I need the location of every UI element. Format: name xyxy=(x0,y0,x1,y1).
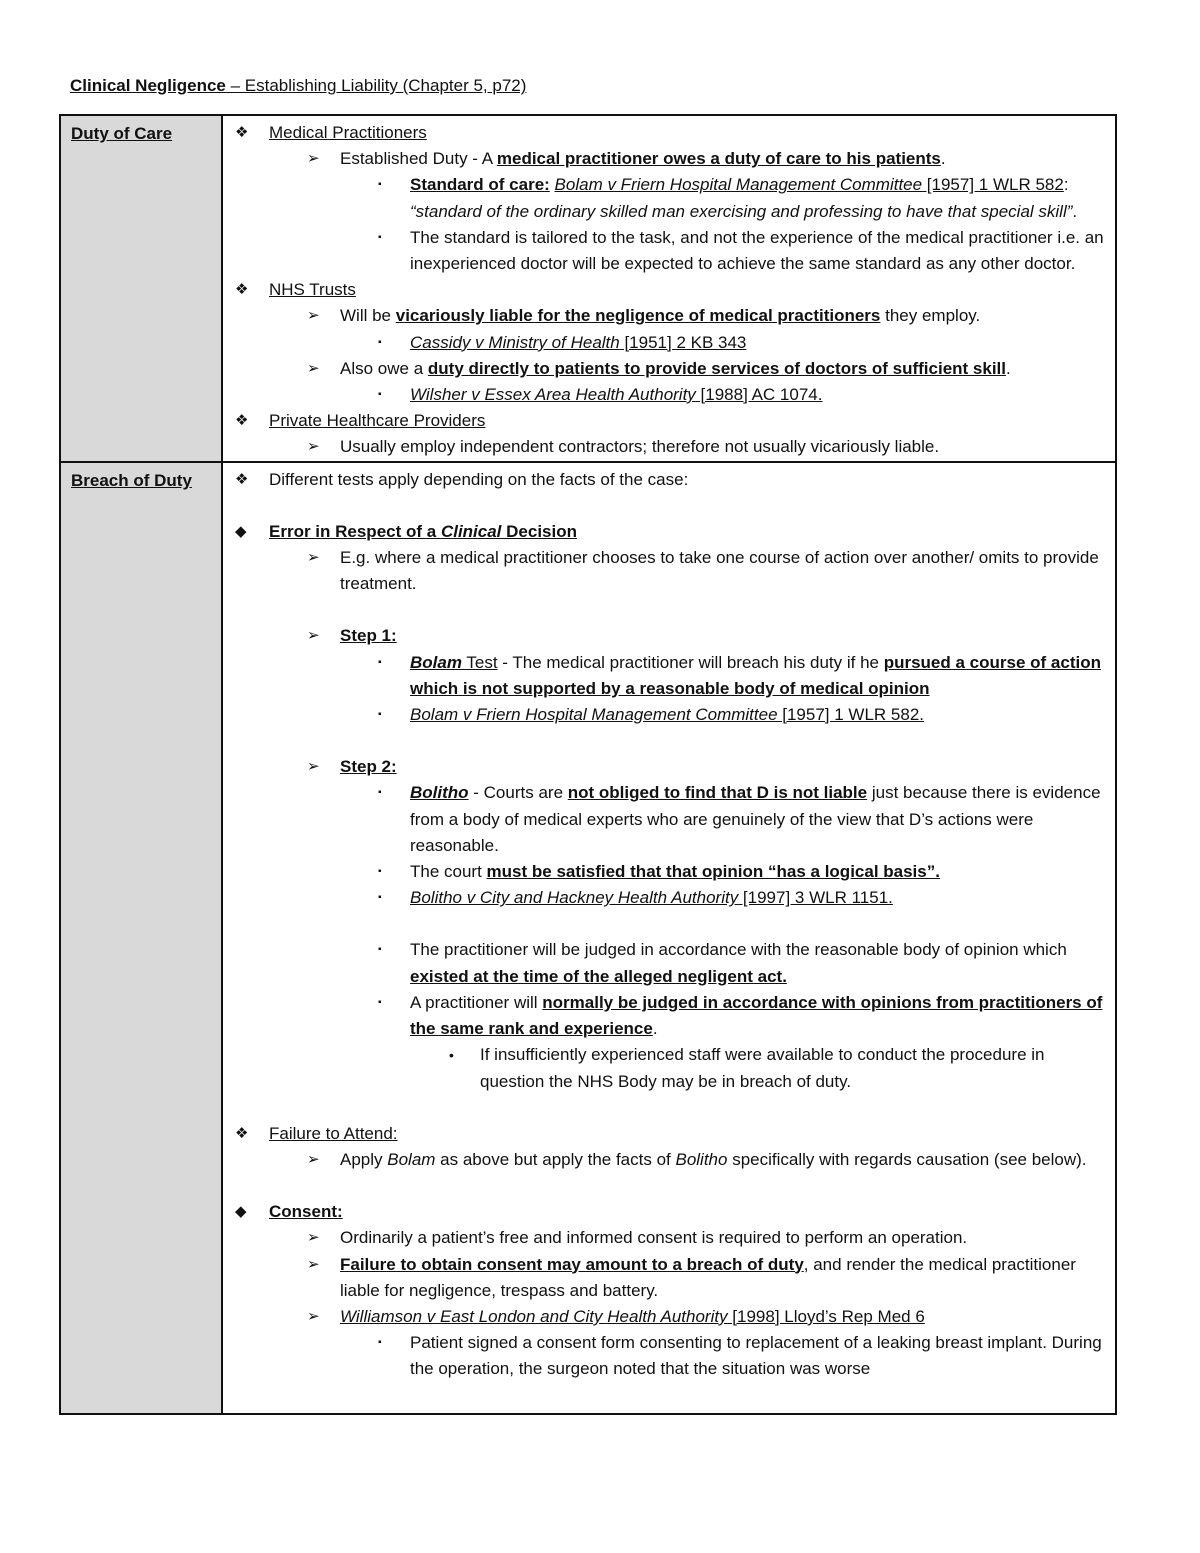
solid-diamond-bullet-icon: ◆ xyxy=(235,1203,247,1221)
title-rest: – Establishing Liability (Chapter 5, p72) xyxy=(225,76,527,95)
list-item: ❖ Medical Practitioners xyxy=(223,120,1105,146)
square-bullet-icon: ▪ xyxy=(378,787,382,799)
square-bullet-icon: ▪ xyxy=(378,231,382,243)
arrow-bullet-icon: ➢ xyxy=(307,1150,320,1168)
list-item: ◆ Error in Respect of a Clinical Decision xyxy=(223,519,1105,545)
list-item: ▪ Bolitho v City and Hackney Health Authority [1997] 3 WLR 1151. xyxy=(223,885,1105,911)
list-item: ❖ NHS Trusts xyxy=(223,277,1105,303)
list-item: ➢ Failure to obtain consent may amount to a breach of duty, and render the medical practitioner liable for negligence, trespass and battery. xyxy=(223,1252,1105,1304)
list-item: ➢ Ordinarily a patient’s free and informed consent is required to perform an operation. xyxy=(223,1225,1105,1251)
duty-heading: Duty of Care xyxy=(60,115,222,462)
diamond-bullet-icon: ❖ xyxy=(235,124,249,141)
title-lead: Clinical Negligence xyxy=(70,76,226,95)
breach-heading: Breach of Duty xyxy=(60,462,222,1414)
arrow-bullet-icon: ➢ xyxy=(307,150,320,168)
square-bullet-icon: ▪ xyxy=(378,336,382,348)
arrow-bullet-icon: ➢ xyxy=(307,549,320,567)
list-item: ➢ Step 2: xyxy=(223,754,1105,780)
list-item: ➢ Also owe a duty directly to patients to provide services of doctors of sufficient skill. xyxy=(223,356,1105,382)
breach-row xyxy=(60,462,1116,1414)
page-title xyxy=(70,76,526,96)
diamond-bullet-icon: ❖ xyxy=(235,412,249,430)
arrow-bullet-icon: ➢ xyxy=(307,359,320,377)
square-bullet-icon: ▪ xyxy=(378,892,382,904)
breach-content xyxy=(222,462,1116,1414)
arrow-bullet-icon: ➢ xyxy=(307,1307,320,1325)
list-item: ❖ Failure to Attend: xyxy=(223,1121,1105,1147)
dot-bullet-icon: • xyxy=(449,1047,454,1064)
list-item: ❖ Private Healthcare Providers xyxy=(223,408,1105,434)
list-item: ▪ Standard of care: Bolam v Friern Hospital Management Committee [1957] 1 WLR 582: “standard of the ordinary skilled man exercising and professing to have that special skill”. xyxy=(223,172,1105,224)
arrow-bullet-icon: ➢ xyxy=(307,627,320,645)
notes-table xyxy=(59,114,1117,1415)
square-bullet-icon: ▪ xyxy=(378,179,382,191)
list-item: ▪ The standard is tailored to the task, and not the experience of the medical practitioner i.e. an inexperienced doctor will be expected to achieve the same standard as any other doctor. xyxy=(223,225,1105,277)
list-item: • If insufficiently experienced staff were available to conduct the procedure in question the NHS Body may be in breach of duty. xyxy=(223,1042,1105,1094)
square-bullet-icon: ▪ xyxy=(378,866,382,878)
square-bullet-icon: ▪ xyxy=(378,656,382,668)
list-item: ▪ A practitioner will normally be judged in accordance with opinions from practitioners of the same rank and experience. xyxy=(223,990,1105,1042)
square-bullet-icon: ▪ xyxy=(378,1337,382,1349)
list-item: ▪ Cassidy v Ministry of Health [1951] 2 KB 343 xyxy=(223,330,1105,356)
list-item: ➢ Usually employ independent contractors; therefore not usually vicariously liable. xyxy=(223,434,1105,460)
list-item: ▪ Bolitho - Courts are not obliged to find that D is not liable just because there is evidence from a body of medical experts who are genuinely of the view that D’s actions were reasonable. xyxy=(223,780,1105,859)
list-item: ▪ The practitioner will be judged in accordance with the reasonable body of opinion which existed at the time of the alleged negligent act. xyxy=(223,937,1105,989)
list-item: ▪ The court must be satisfied that that opinion “has a logical basis”. xyxy=(223,859,1105,885)
list-item: ➢ Apply Bolam as above but apply the facts of Bolitho specifically with regards causation (see below). xyxy=(223,1147,1105,1173)
diamond-bullet-icon: ❖ xyxy=(235,281,249,299)
square-bullet-icon: ▪ xyxy=(378,944,382,956)
list-item: ▪ Bolam Test - The medical practitioner will breach his duty if he pursued a course of action which is not supported by a reasonable body of medical opinion xyxy=(223,650,1105,702)
solid-diamond-bullet-icon: ◆ xyxy=(235,522,247,540)
list-item: ➢ Step 1: xyxy=(223,623,1105,649)
arrow-bullet-icon: ➢ xyxy=(307,758,320,776)
arrow-bullet-icon: ➢ xyxy=(307,1255,320,1273)
diamond-bullet-icon: ❖ xyxy=(235,1124,249,1142)
diamond-bullet-icon: ❖ xyxy=(235,470,249,488)
arrow-bullet-icon: ➢ xyxy=(307,1229,320,1247)
square-bullet-icon: ▪ xyxy=(378,709,382,721)
list-item: ➢ Williamson v East London and City Health Authority [1998] Lloyd’s Rep Med 6 xyxy=(223,1304,1105,1330)
list-item: ➢ Established Duty - A medical practitioner owes a duty of care to his patients. xyxy=(223,146,1105,172)
duty-row xyxy=(60,115,1116,462)
arrow-bullet-icon: ➢ xyxy=(307,438,320,456)
square-bullet-icon: ▪ xyxy=(378,996,382,1008)
list-item: ▪ Bolam v Friern Hospital Management Committee [1957] 1 WLR 582. xyxy=(223,702,1105,728)
duty-content xyxy=(222,115,1116,462)
arrow-bullet-icon: ➢ xyxy=(307,307,320,325)
list-item: ➢ Will be vicariously liable for the negligence of medical practitioners they employ. xyxy=(223,303,1105,329)
square-bullet-icon: ▪ xyxy=(378,389,382,401)
list-item: ❖ Different tests apply depending on the facts of the case: xyxy=(223,467,1105,493)
list-item: ◆ Consent: xyxy=(223,1199,1105,1225)
list-item: ➢ E.g. where a medical practitioner chooses to take one course of action over another/ omits to provide treatment. xyxy=(223,545,1105,597)
list-item: ▪ Wilsher v Essex Area Health Authority [1988] AC 1074. xyxy=(223,382,1105,408)
list-item: ▪ Patient signed a consent form consenting to replacement of a leaking breast implant. During the operation, the surgeon noted that the situation was worse xyxy=(223,1330,1105,1382)
